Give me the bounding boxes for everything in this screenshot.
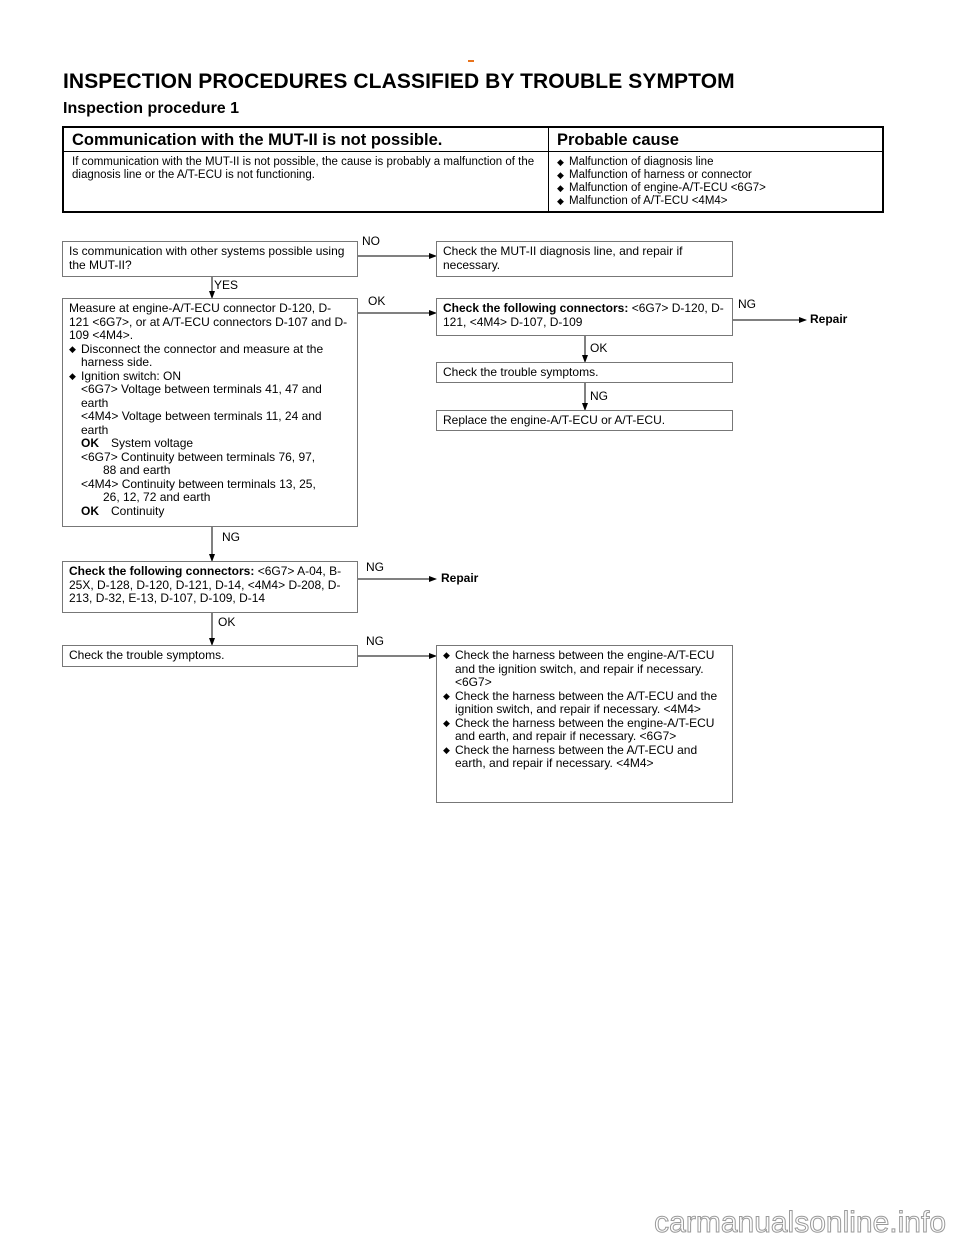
- step2-measure-line: 88 and earth: [103, 463, 171, 477]
- step3-box: [62, 561, 358, 613]
- step2-box: [62, 298, 358, 527]
- check-symptoms-box: [436, 362, 733, 383]
- step1-box: [62, 241, 358, 277]
- cause-item: ◆ Malfunction of A/T-ECU <4M4>: [557, 195, 728, 207]
- step2-ok-ok-ng-label: NG: [590, 389, 608, 403]
- step2-measure-line: <4M4> Voltage between terminals 11, 24 and earth: [81, 409, 322, 437]
- harness-check-item: ◆ Check the harness between the A/T-ECU and earth, and repair if necessary. <4M4>: [443, 742, 698, 770]
- step2-ok-ng-label: NG: [738, 297, 756, 311]
- procedure-title: Inspection procedure 1: [63, 100, 240, 117]
- step2-measure-line: <6G7> Voltage between terminals 41, 47 and earth: [81, 382, 322, 410]
- page-title: INSPECTION PROCEDURES CLASSIFIED BY TROUBLE SYMPTOM: [63, 70, 735, 93]
- cause-item: ◆ Malfunction of harness or connector: [557, 169, 752, 181]
- step2-measure-line: 26, 12, 72 and earth: [103, 490, 211, 504]
- step2-ok-label: OK: [368, 294, 386, 308]
- step2-bullet: ◆ Ignition switch: ON: [69, 368, 182, 383]
- replace-ecu-text: Replace the engine-A/T-ECU or A/T-ECU.: [443, 413, 666, 427]
- symptom-header: Communication with the MUT-II is not possible.: [64, 128, 549, 152]
- step4-box: [62, 645, 358, 667]
- step2-ok-criterion: OK System voltage: [81, 436, 194, 450]
- step2-measure-line: <4M4> Continuity between terminals 13, 25,: [81, 476, 316, 491]
- step1-no-label: NO: [362, 234, 380, 248]
- step2-bullet: ◆ Disconnect the connector and measure at the harness side.: [69, 341, 324, 369]
- step3-text: <6G7> A-04, B-25X, D-128, D-120, D-121, D-14, <4M4> D-208, D-213, D-32, E-13, D-107, D-109, D-14: [69, 564, 342, 605]
- step1-yes-label: YES: [214, 278, 239, 292]
- step2-ok-criterion: OK Continuity: [81, 503, 165, 518]
- cause-header: Probable cause: [549, 128, 882, 152]
- step2-intro: Measure at engine-A/T-ECU connector D-120, D-121 <6G7>, or at A/T-ECU connectors D-107 and D-109 <4M4>.: [69, 301, 348, 342]
- cause-item: ◆ Malfunction of engine-A/T-ECU <6G7>: [557, 182, 766, 194]
- repair-action: Repair: [441, 571, 479, 585]
- step2-ok-text: <6G7> D-120, D-121, <4M4> D-107, D-109: [443, 301, 724, 329]
- step3-ng-label: NG: [366, 560, 384, 574]
- step3-ok-label: OK: [218, 615, 236, 629]
- harness-check-box: [436, 645, 733, 803]
- step1-text: Is communication with other systems possible using the MUT-II?: [69, 244, 345, 272]
- harness-check-item: ◆ Check the harness between the engine-A/T-ECU and earth, and repair if necessary. <6G7>: [443, 715, 715, 743]
- step2-measure-line: <6G7> Continuity between terminals 76, 97,: [81, 449, 316, 464]
- cause-item: ◆ Malfunction of diagnosis line: [557, 156, 714, 168]
- step4-ng-label: NG: [366, 634, 384, 648]
- step4-text: Check the trouble symptoms.: [69, 648, 225, 662]
- step1-no-box: [436, 241, 733, 277]
- step3-bold: Check the following connectors:: [69, 564, 255, 578]
- watermark-text: carmanualsonline.info: [654, 1206, 946, 1239]
- step1-no-text: Check the MUT-II diagnosis line, and repair if necessary.: [443, 244, 683, 272]
- replace-ecu-box: [436, 410, 733, 431]
- watermark: [0, 1198, 960, 1242]
- step2-ng-label: NG: [222, 530, 240, 544]
- harness-check-item: ◆ Check the harness between the engine-A/T-ECU and the ignition switch, and repair if necessary. <6G7>: [443, 648, 715, 689]
- repair-action: Repair: [810, 312, 848, 326]
- check-symptoms-text: Check the trouble symptoms.: [443, 365, 599, 379]
- step2-ok-ok-label: OK: [590, 341, 608, 355]
- step2-ok-bold: Check the following connectors:: [443, 301, 629, 315]
- symptom-description: If communication with the MUT-II is not possible, the cause is probably a malfunction of the diagnosis line or the A/T-ECU is not functioning.: [64, 152, 549, 211]
- harness-check-item: ◆ Check the harness between the A/T-ECU and the ignition switch, and repair if necessary. <4M4>: [443, 688, 718, 716]
- step2-ok-box: [436, 298, 733, 336]
